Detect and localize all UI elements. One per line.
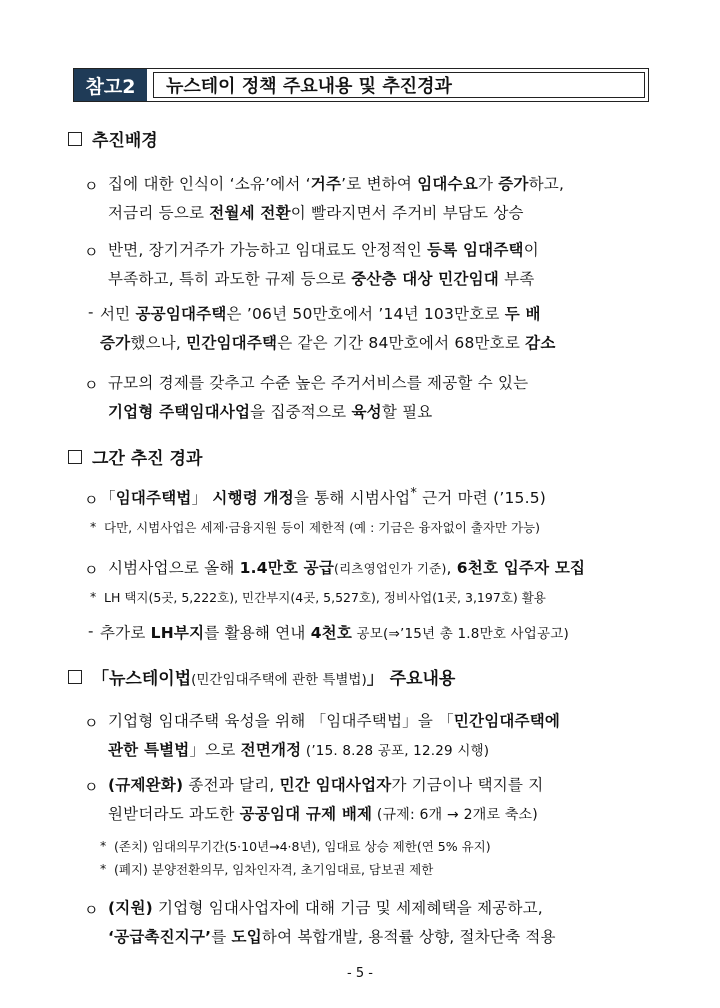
circle-bullet: ㅇ xyxy=(84,177,99,195)
circle-bullet: ㅇ xyxy=(84,714,99,732)
title-box xyxy=(73,68,649,102)
footnote-pilot-limit: 다만, 시범사업은 세제·금융지원 등이 제한적 (예 : 기금은 융자없이 출자만 가능) xyxy=(104,520,540,535)
paragraph-4-line-2: 기업형 주택임대사업을 집중적으로 육성할 필요 xyxy=(108,403,433,421)
section-heading-newstay-law: 「뉴스테이법(민간임대주택에 관한 특별법)」 주요내용 xyxy=(68,664,455,689)
paragraph-6-dash-line: 추가로 LH부지를 활용해 연내 4천호 공모(⇒’15년 총 1.8만호 사업공고) xyxy=(100,624,569,642)
page-title: 뉴스테이 정책 주요내용 및 추진경과 xyxy=(153,72,645,98)
dash-bullet: - xyxy=(88,303,94,321)
paragraph-8-line-1: (규제완화) 종전과 달리, 민간 임대사업자가 기금이나 택지를 지 xyxy=(108,776,544,794)
circle-bullet: ㅇ xyxy=(84,901,99,919)
dash-bullet: - xyxy=(88,622,94,640)
paragraph-3-line-2: 증가했으나, 민간임대주택은 같은 기간 84만호에서 68만호로 감소 xyxy=(100,334,556,352)
circle-bullet: ㅇ xyxy=(84,243,99,261)
paragraph-6-line-1: 시범사업으로 올해 1.4만호 공급(리츠영업인가 기준), 6천호 입주자 모집 xyxy=(108,559,586,577)
checkbox-square-icon xyxy=(68,670,82,684)
checkbox-square-icon xyxy=(68,450,82,464)
reference-tag: 참고2 xyxy=(74,69,147,101)
section-heading-background: 추진배경 xyxy=(68,126,158,151)
footnote-retained-rules: (존치) 임대의무기간(5·10년→4·8년), 임대료 상승 제한(연 5% 유지) xyxy=(114,839,491,854)
page-number: - 5 - xyxy=(347,966,373,981)
paragraph-1-line-2: 저금리 등으로 전월세 전환이 빨라지면서 주거비 부담도 상승 xyxy=(108,204,524,222)
checkbox-square-icon xyxy=(68,132,82,146)
footnote-star: * xyxy=(100,838,107,853)
paragraph-4-line-1: 규모의 경제를 갖추고 수준 높은 주거서비스를 제공할 수 있는 xyxy=(108,374,529,392)
paragraph-2-line-1: 반면, 장기거주가 가능하고 임대료도 안정적인 등록 임대주택이 xyxy=(108,241,539,259)
paragraph-5-line-1: 「임대주택법」 시행령 개정을 통해 시범사업* 근거 마련 (’15.5) xyxy=(100,486,547,508)
footnote-supply-breakdown: LH 택지(5곳, 5,222호), 민간부지(4곳, 5,527호), 정비사업(1곳, 3,197호) 활용 xyxy=(104,590,546,605)
paragraph-9-line-1: (지원) 기업형 임대사업자에 대해 기금 및 세제혜택을 제공하고, xyxy=(108,899,543,917)
footnote-star: * xyxy=(90,519,97,534)
circle-bullet: ㅇ xyxy=(84,491,99,509)
section-heading-progress: 그간 추진 경과 xyxy=(68,444,202,469)
paragraph-7-line-1: 기업형 임대주택 육성을 위해 「임대주택법」을 「민간임대주택에 xyxy=(108,712,561,730)
paragraph-2-line-2: 부족하고, 특히 과도한 규제 등으로 중산층 대상 민간임대 부족 xyxy=(108,270,535,288)
paragraph-1-line-1: 집에 대한 인식이 ‘소유’에서 ‘거주’로 변하여 임대수요가 증가하고, xyxy=(108,175,565,193)
circle-bullet: ㅇ xyxy=(84,778,99,796)
footnote-star: * xyxy=(100,861,107,876)
paragraph-8-line-2: 원받더라도 과도한 공공임대 규제 배제 (규제: 6개 → 2개로 축소) xyxy=(108,805,538,823)
paragraph-3-line-1: 서민 공공임대주택은 ’06년 50만호에서 ’14년 103만호로 두 배 xyxy=(100,305,541,323)
paragraph-9-line-2: ‘공급촉진지구’를 도입하여 복합개발, 용적률 상향, 절차단축 적용 xyxy=(108,928,556,946)
footnote-star: * xyxy=(90,589,97,604)
paragraph-7-line-2: 관한 특별법」으로 전면개정 (’15. 8.28 공포, 12.29 시행) xyxy=(108,741,490,759)
circle-bullet: ㅇ xyxy=(84,561,99,579)
footnote-abolished-rules: (폐지) 분양전환의무, 임차인자격, 초기임대료, 담보권 제한 xyxy=(114,862,434,877)
circle-bullet: ㅇ xyxy=(84,376,99,394)
